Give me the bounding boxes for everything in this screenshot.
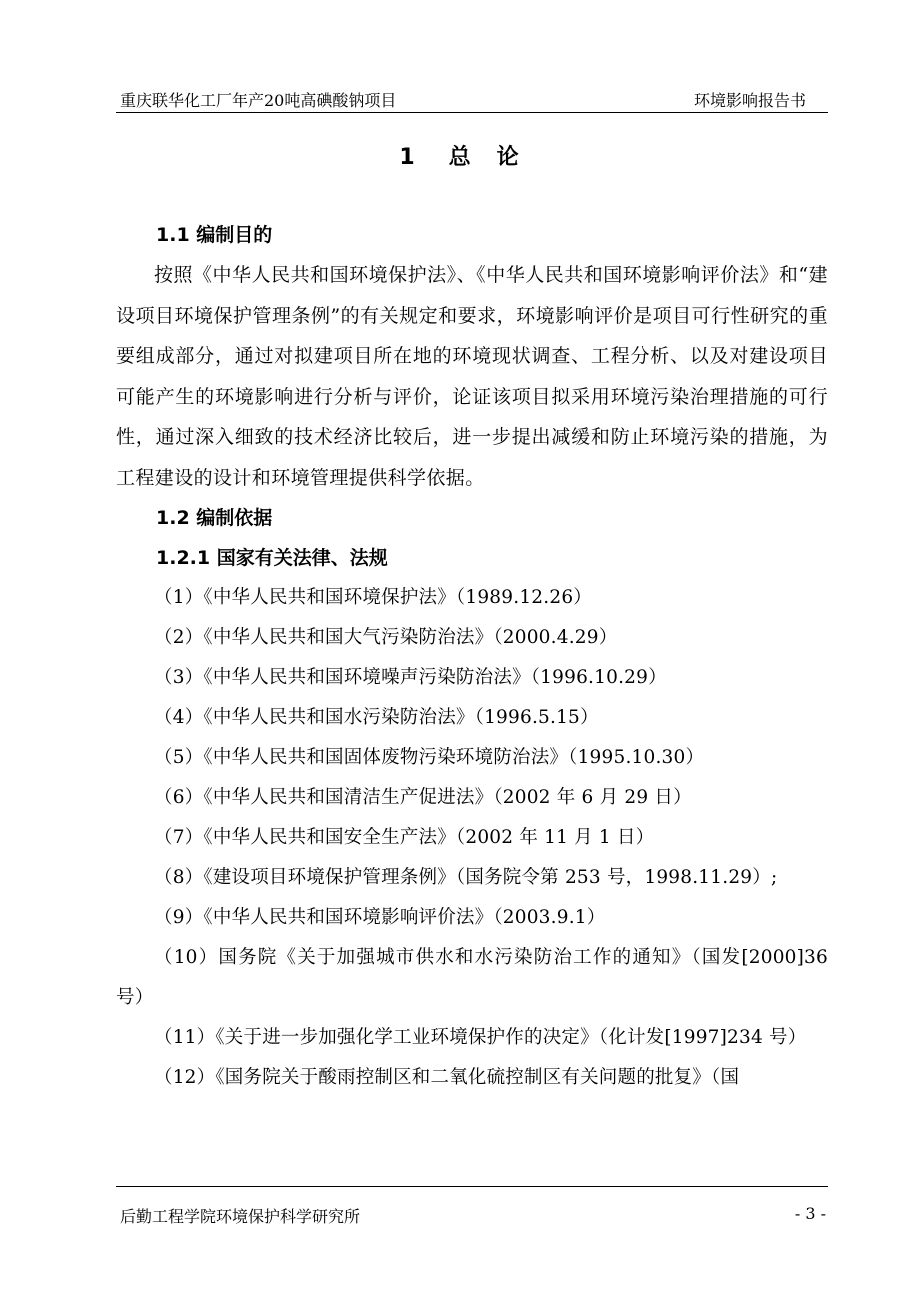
law-list-item: （6）《中华人民共和国清洁生产促进法》（2002 年 6 月 29 日） <box>154 787 692 808</box>
law-list-item: （9）《中华人民共和国环境影响评价法》（2003.9.1） <box>154 907 606 928</box>
header-project-title: 重庆联华化工厂年产20吨高碘酸钠项目 <box>120 91 397 110</box>
law-list-item: （1）《中华人民共和国环境保护法》（1989.12.26） <box>154 587 592 608</box>
chapter-number: 1 <box>399 145 417 170</box>
law-list-item: （4）《中华人民共和国水污染防治法》（1996.5.15） <box>154 707 599 728</box>
law-list-item: （2）《中华人民共和国大气污染防治法》（2000.4.29） <box>154 627 618 648</box>
section-1-2-heading: 1.2 编制依据 <box>156 507 273 529</box>
header-document-type: 环境影响报告书 <box>693 91 806 110</box>
section-1-2-1-heading: 1.2.1 国家有关法律、法规 <box>156 547 388 569</box>
page-number: - 3 - <box>794 1204 826 1223</box>
law-list-item: （10）国务院《关于加强城市供水和水污染防治工作的通知》（国发[2000]36 号） <box>116 947 828 1008</box>
page-body <box>116 215 828 1098</box>
chapter-title-word-2: 论 <box>496 145 521 170</box>
chapter-title-word-1: 总 <box>448 145 473 170</box>
footer-rule <box>116 1186 828 1187</box>
page-header <box>116 88 828 112</box>
section-1-1-paragraph: 按照《中华人民共和国环境保护法》、《中华人民共和国环境影响评价法》和“建设项目环境保护管理条例”的有关规定和要求，环境影响评价是项目可行性研究的重要组成部分，通过对拟建项目所在地的环境现状调查、工程分析、以及对建设项目可能产生的环境影响进行分析与评价，论证该项目拟采用环境污染治理措施的可行性，通过深入细致的技术经济比较后，进一步提出减缓和防止环境污染的措施，为工程建设的设计和环境管理提供科学依据。 <box>116 264 828 489</box>
chapter-title <box>0 140 920 171</box>
law-list-item: （7）《中华人民共和国安全生产法》（2002 年 11 月 1 日） <box>154 827 655 848</box>
section-1-1-heading: 1.1 编制目的 <box>156 224 273 246</box>
law-list-item: （3）《中华人民共和国环境噪声污染防治法》（1996.10.29） <box>154 667 667 688</box>
law-list-item: （8）《建设项目环境保护管理条例》（国务院令第 253 号，1998.11.29）; <box>154 867 778 888</box>
law-list-item: （11）《关于进一步加强化学工业环境保护作的决定》（化计发[1997]234 号） <box>154 1027 807 1048</box>
footer-institution: 后勤工程学院环境保护科学研究所 <box>120 1207 361 1226</box>
law-list-item: （12）《国务院关于酸雨控制区和二氧化硫控制区有关问题的批复》（国 <box>154 1067 740 1088</box>
header-rule <box>116 112 828 113</box>
law-list-item: （5）《中华人民共和国固体废物污染环境防治法》（1995.10.30） <box>154 747 705 768</box>
